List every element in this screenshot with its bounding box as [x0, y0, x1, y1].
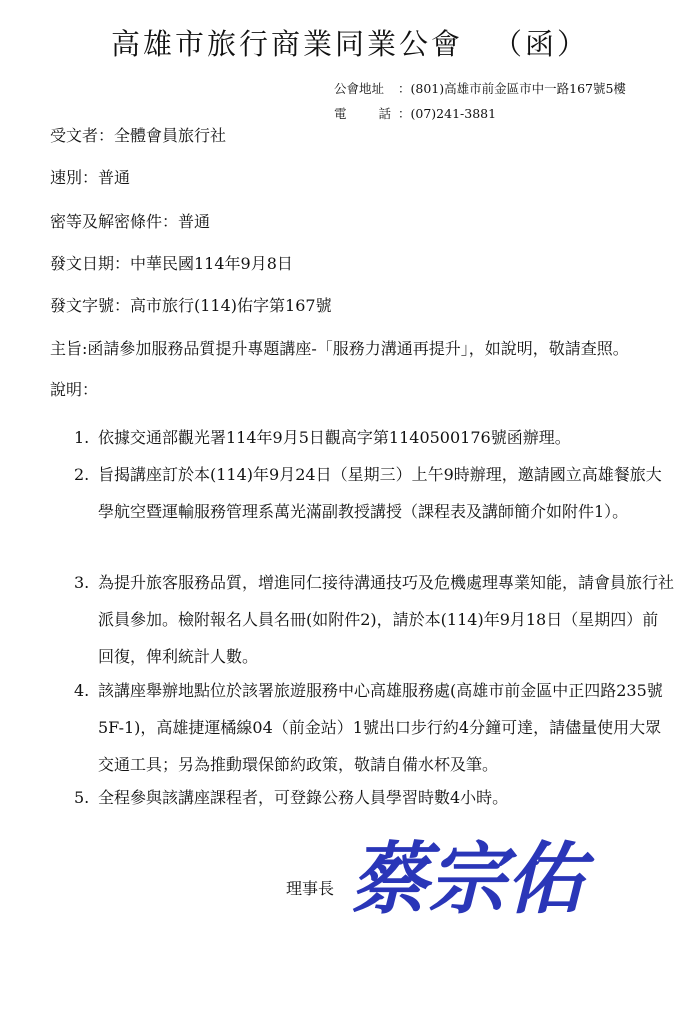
signature-graphic — [346, 818, 616, 928]
item-text: 旨揭講座訂於本(114)年9月24日（星期三）上午9時辦理，邀請國立高雄餐旅大學航空暨運輸服務管理系萬光滿副教授講授（課程表及講師簡介如附件1）。 — [98, 465, 662, 521]
explanation-item — [74, 779, 674, 816]
association-phone — [334, 104, 496, 122]
chairman-label: 理事長 — [286, 879, 335, 898]
item-text: 為提升旅客服務品質，增進同仁接待溝通技巧及危機處理專業知能，請會員旅行社派員參加。檢附報名人員名冊(如附件2)，請於本(114)年9月18日（星期四）前回復，俾利統計人數。 — [98, 573, 675, 666]
explanation-item — [74, 456, 674, 530]
phone-value: ：(07)241-3881 — [398, 106, 497, 121]
chairman-signature — [346, 818, 616, 928]
item-text: 依據交通部觀光署114年9月5日觀高字第1140500176號函辦理。 — [98, 428, 571, 447]
item-number: 3. — [74, 573, 90, 592]
recipient-field: 受文者：全體會員旅行社 — [50, 126, 227, 145]
explanation-item — [74, 672, 674, 783]
document-title — [0, 22, 700, 63]
explanation-item — [74, 564, 674, 675]
item-number: 2. — [74, 465, 90, 484]
address-label: 公會地址 — [334, 81, 385, 96]
item-text: 全程參與該講座課程者，可登錄公務人員學習時數4小時。 — [98, 788, 509, 807]
security-field: 密等及解密條件：普通 — [50, 212, 211, 231]
phone-label: 電話 — [334, 106, 424, 121]
address-value: ：(801)高雄市前金區市中一路167號5樓 — [398, 81, 626, 96]
subject-field: 主旨:函請參加服務品質提升專題講座-「服務力溝通再提升」，如說明，敬請查照。 — [50, 339, 629, 358]
speed-field: 速別：普通 — [50, 168, 131, 187]
explanation-label: 說明： — [50, 380, 99, 399]
item-number: 4. — [74, 681, 90, 700]
signature-text: 蔡宗佑 — [350, 834, 585, 925]
item-number: 1. — [74, 428, 90, 447]
item-text: 該講座舉辦地點位於該署旅遊服務中心高雄服務處(高雄市前金區中正四路235號5F-1)，高雄捷運橘線04（前金站）1號出口步行約4分鐘可達，請儘量使用大眾交通工具；另為推動環保節約政策，敬請自備水杯及筆。 — [98, 681, 663, 774]
issue-date-field: 發文日期：中華民國114年9月8日 — [50, 254, 293, 273]
item-number: 5. — [74, 788, 90, 807]
association-name: 高雄市旅行商業同業公會 — [110, 27, 463, 61]
association-address — [334, 79, 626, 97]
document-type: （函） — [493, 27, 590, 61]
doc-number-field: 發文字號：高市旅行(114)佑字第167號 — [50, 296, 332, 315]
explanation-item — [74, 419, 674, 456]
